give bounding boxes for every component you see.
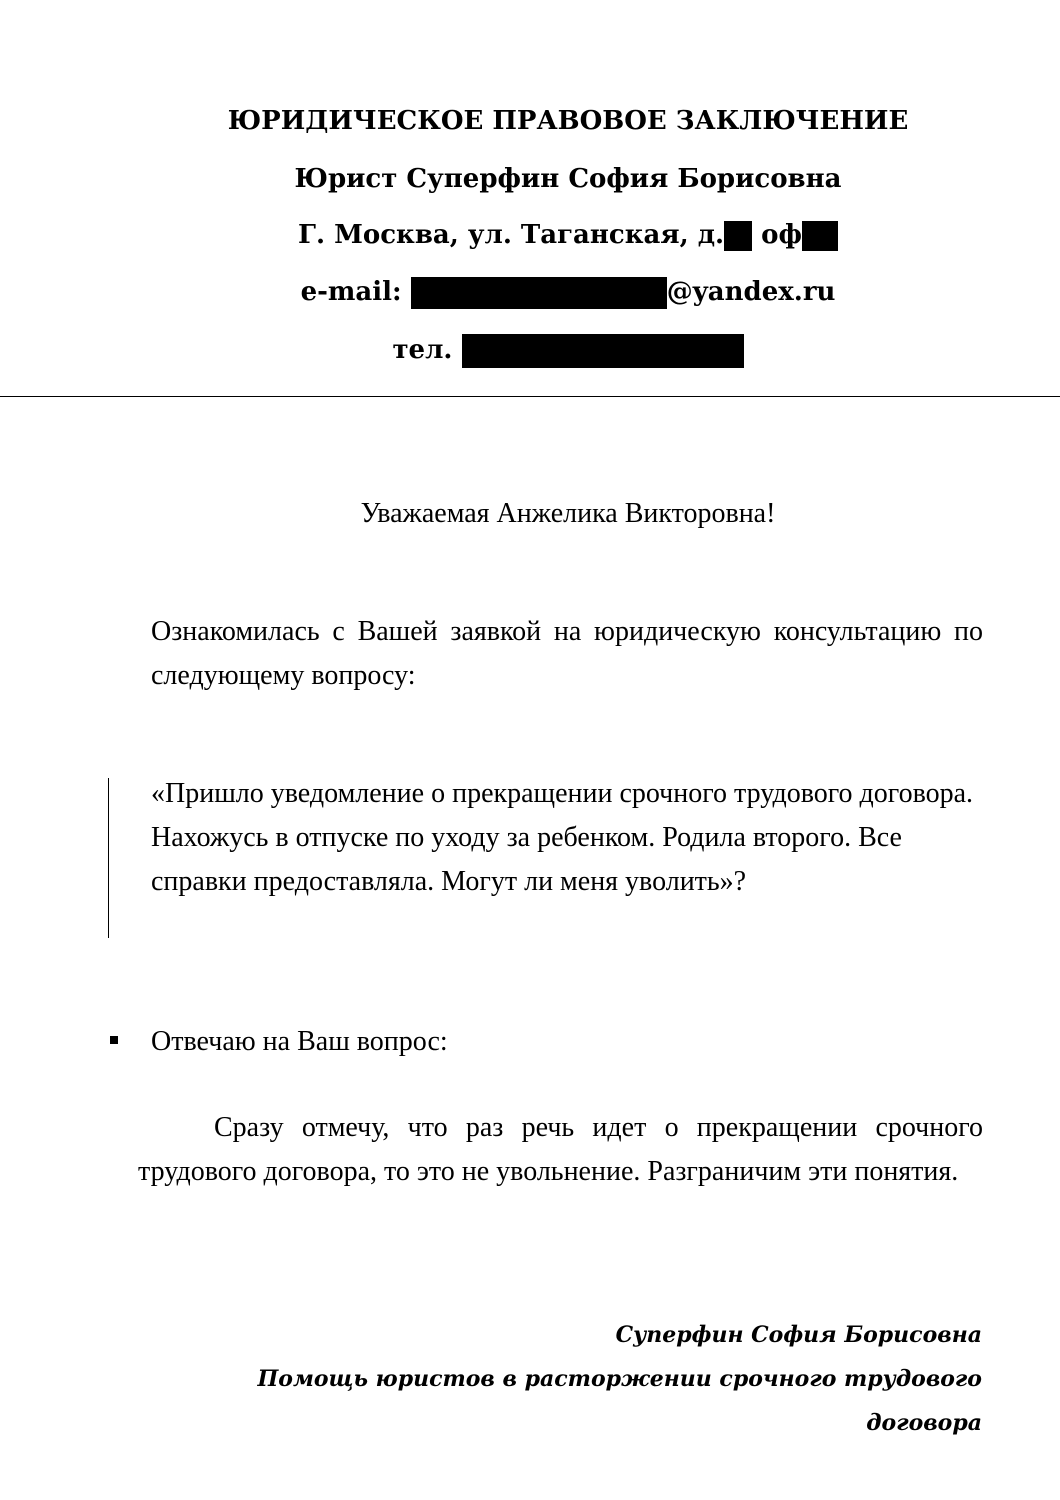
address-line: [0, 218, 1060, 252]
address-text: Г. Москва, ул. Таганская, д.: [298, 220, 725, 250]
intro-paragraph: Ознакомилась с Вашей заявкой на юридическую консультацию по следующему вопросу:: [151, 616, 983, 691]
client-question-quote: «Пришло уведомление о прекращении срочного трудового договора. Нахожусь в отпуске по уходу за ребенком. Родила второго. Все справки предоставляла. Могут ли меня уволить»?: [151, 778, 974, 897]
office-label: оф: [761, 220, 802, 250]
phone-line: [0, 333, 1060, 368]
greeting: Уважаемая Анжелика Викторовна!: [360, 498, 776, 529]
email-label: e-mail:: [300, 277, 402, 307]
bullet-icon: [110, 1036, 118, 1044]
lawyer-name: Юрист Суперфин София Борисовна: [294, 164, 842, 194]
signature-tagline-1: Помощь юристов в расторжении срочного трудового: [257, 1366, 982, 1392]
redaction-box: [411, 277, 667, 309]
redaction-box: [724, 221, 752, 251]
document-title: ЮРИДИЧЕСКОЕ ПРАВОВОЕ ЗАКЛЮЧЕНИЕ: [227, 106, 909, 136]
redaction-box: [802, 221, 838, 251]
quote-bar: [108, 778, 109, 938]
header-divider: [0, 396, 1060, 397]
signature-name: Суперфин София Борисовна: [615, 1322, 982, 1348]
email-line: [0, 275, 1060, 309]
answer-paragraph: Сразу отмечу, что раз речь идет о прекращении срочного трудового договора, то это не увольнение. Разграничим эти понятия.: [138, 1112, 983, 1187]
redaction-box: [462, 334, 744, 368]
phone-label: тел.: [392, 335, 453, 365]
answer-heading: Отвечаю на Ваш вопрос:: [151, 1026, 448, 1057]
signature-tagline-2: договора: [866, 1410, 982, 1436]
email-domain: @yandex.ru: [666, 277, 836, 307]
